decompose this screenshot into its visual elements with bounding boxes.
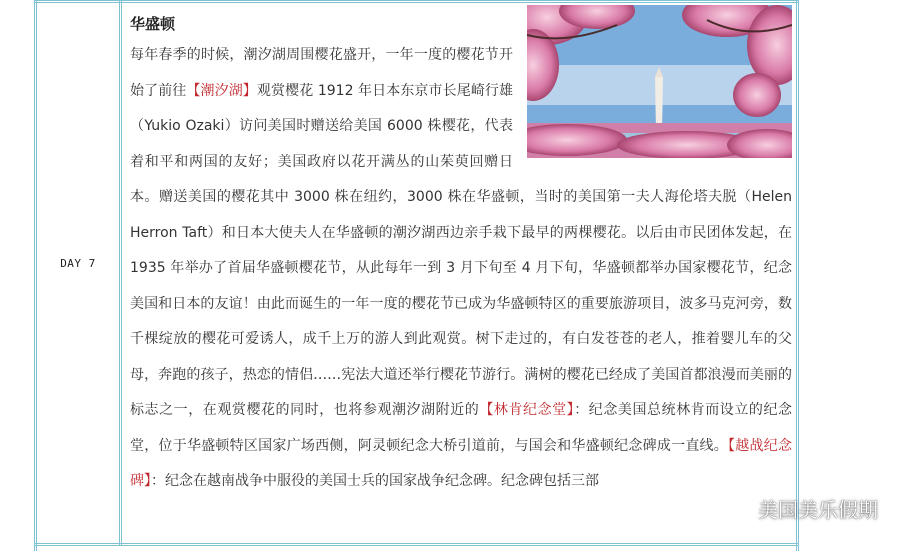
text-segment: ：纪念在越南战争中服役的美国士兵的国家战争纪念碑。纪念碑包括三部 [151,473,599,489]
text-segment: 观赏樱花 1912 年日本东京市长尾崎行雄（Yukio Ozaki）访问美国时赠送给美国 6000 株樱花，代表着和平和两国的友好；美国政府以花开满丛的山茱萸回赠日本。赠送美国的樱花其中 3000 株在纽约，3000 株在华盛顿，当时的美国第一夫人海伦塔夫脱（Helen Herron Taft）和日本大使夫人在华盛顿的潮汐湖西边亲手栽下最早的两棵樱花。以后由市民团体发起，在 1935 年举办了首届华盛顿樱花节，从此每年一到 3 月下旬至 4 月下旬，华盛顿都举办国家樱花节，纪念美国和日本的友谊！由此而诞生的一年一度的樱花节已成为华盛顿特区的重要旅游项目，波多马克河旁，数千棵绽放的樱花可爱诱人，成千上万的游人到此观赏。树下走过的，有白发苍苍的老人，推着婴儿车的父母，奔跑的孩子，热恋的情侣……宪法大道还举行樱花节游行。满树的樱花已经成了美国首都浪漫而美丽的标志之一，在观赏樱花的同时，也将参观潮汐湖附近的 [130,82,792,418]
section-title: 华盛顿 [130,15,176,33]
washington-monument-illustration [527,5,792,158]
wechat-icon [730,498,752,520]
highlight-tidal-basin: 【潮汐湖】 [186,82,257,99]
highlight-lincoln-memorial: 【林肯纪念堂】 [479,402,575,418]
column-divider [119,0,122,546]
cherry-blossom-photo [527,5,792,158]
watermark [730,494,878,523]
text-segment: 每年春季的时候，潮汐湖周围樱花盛开，一年一度的樱花节开始了前往 [130,47,513,99]
day-content [130,10,792,500]
text-segment: ：纪念美国总统林肯而设立的纪念堂，位于华盛顿特区国家广场西侧，阿灵顿纪念大桥引道前，与国会和华盛顿纪念碑成一直线。 [130,402,793,454]
day-label: DAY 7 [60,257,96,270]
row-bottom-border [34,543,799,546]
highlight-vietnam-memorial: 【越战纪念碑】 [130,437,793,489]
watermark-text: 美国美乐假期 [758,498,878,522]
